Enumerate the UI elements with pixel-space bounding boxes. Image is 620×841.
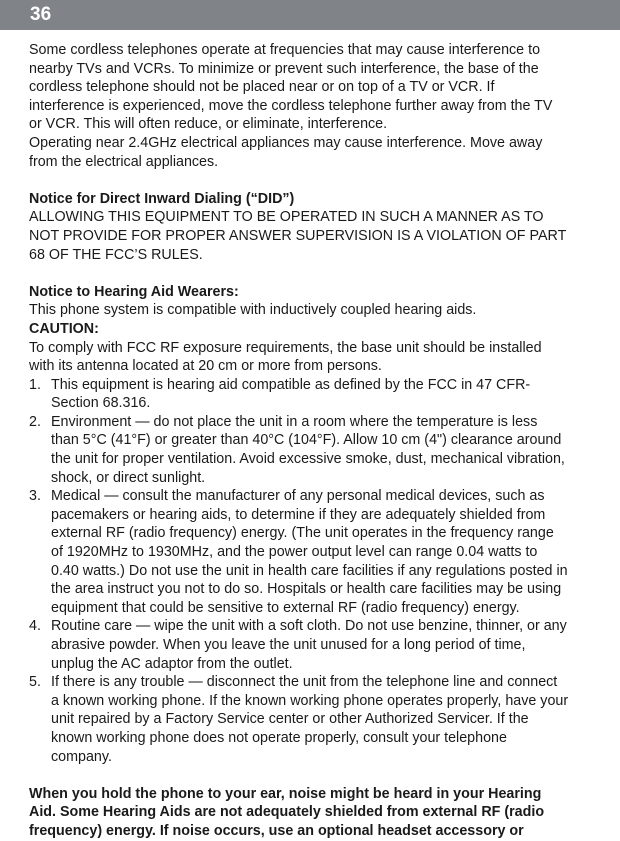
list-item: 5. If there is any trouble — disconnect the unit from the telephone line and connect a known working phone. If the known working phone operates properly, have your unit repaired by a Factory Service center or other Authorized Servicer. If the known working phone does not operate properly, consult your telephone company. (29, 674, 569, 765)
precautions-list (29, 376, 569, 766)
list-item: 2. Environment — do not place the unit in a room where the temperature is less than 5°C (41°F) or greater than 40°C (104°F). Allow 10 cm (4") clearance around the unit for proper ventilation. Avoid excessive smoke, dust, mechanical vibration, shock, or direct sunlight. (29, 413, 565, 486)
interference-paragraph: Some cordless telephones operate at frequencies that may cause interference to nearby TVs and VCRs. To minimize or prevent such interference, the base of the cordless telephone should not be placed near or on top of a TV or VCR. If interference is experienced, move the cordless telephone further away from the TV or VCR. This will often reduce, or eliminate, interference. (29, 42, 553, 133)
page-number: 36 (30, 4, 52, 25)
hearing-aid-heading: Notice to Hearing Aid Wearers: (29, 283, 239, 300)
did-notice-heading: Notice for Direct Inward Dialing (“DID”) (29, 190, 295, 207)
list-item: 3. Medical — consult the manufacturer of any personal medical devices, such as pacemakers or hearing aids, to determine if they are adequately shielded from external RF (radio frequency) energy. (The unit operates in the frequency range of 1920MHz to 1930MHz, and the power output level can range 0.04 watts to 0.40 watts.) Do not use the unit in health care facilities if any regulations posted in the area instruct you not to do so. Hospitals or health care facilities may be using equipment that could be sensitive to external RF (radio frequency) energy. (29, 488, 568, 616)
did-notice-body: ALLOWING THIS EQUIPMENT TO BE OPERATED IN SUCH A MANNER AS TO NOT PROVIDE FOR PROPER ANSWER SUPERVISION IS A VIOLATION OF PART 68 OF THE FCC’S RULES. (29, 209, 567, 263)
page-content (29, 41, 569, 841)
list-item: 4. Routine care — wipe the unit with a soft cloth. Do not use benzine, thinner, or any abrasive powder. When you leave the unit unused for a long period of time, unplug the AC adaptor from the outlet. (29, 618, 567, 672)
list-item: 1. This equipment is hearing aid compatible as defined by the FCC in 47 CFR-Section 68.316. (29, 376, 531, 412)
caution-label: CAUTION: (29, 320, 99, 337)
hearing-aid-noise-notice: When you hold the phone to your ear, noise might be heard in your Hearing Aid. Some Hearing Aids are not adequately shielded from external RF (radio frequency) energy. If noise occurs, use an optional headset accessory or (29, 785, 545, 839)
appliance-paragraph: Operating near 2.4GHz electrical appliances may cause interference. Move away from the electrical appliances. (29, 134, 543, 170)
hearing-aid-body: This phone system is compatible with inductively coupled hearing aids. (29, 302, 477, 319)
caution-body: To comply with FCC RF exposure requirements, the base unit should be installed with its antenna located at 20 cm or more from persons. (29, 339, 542, 375)
page-header (0, 0, 620, 30)
